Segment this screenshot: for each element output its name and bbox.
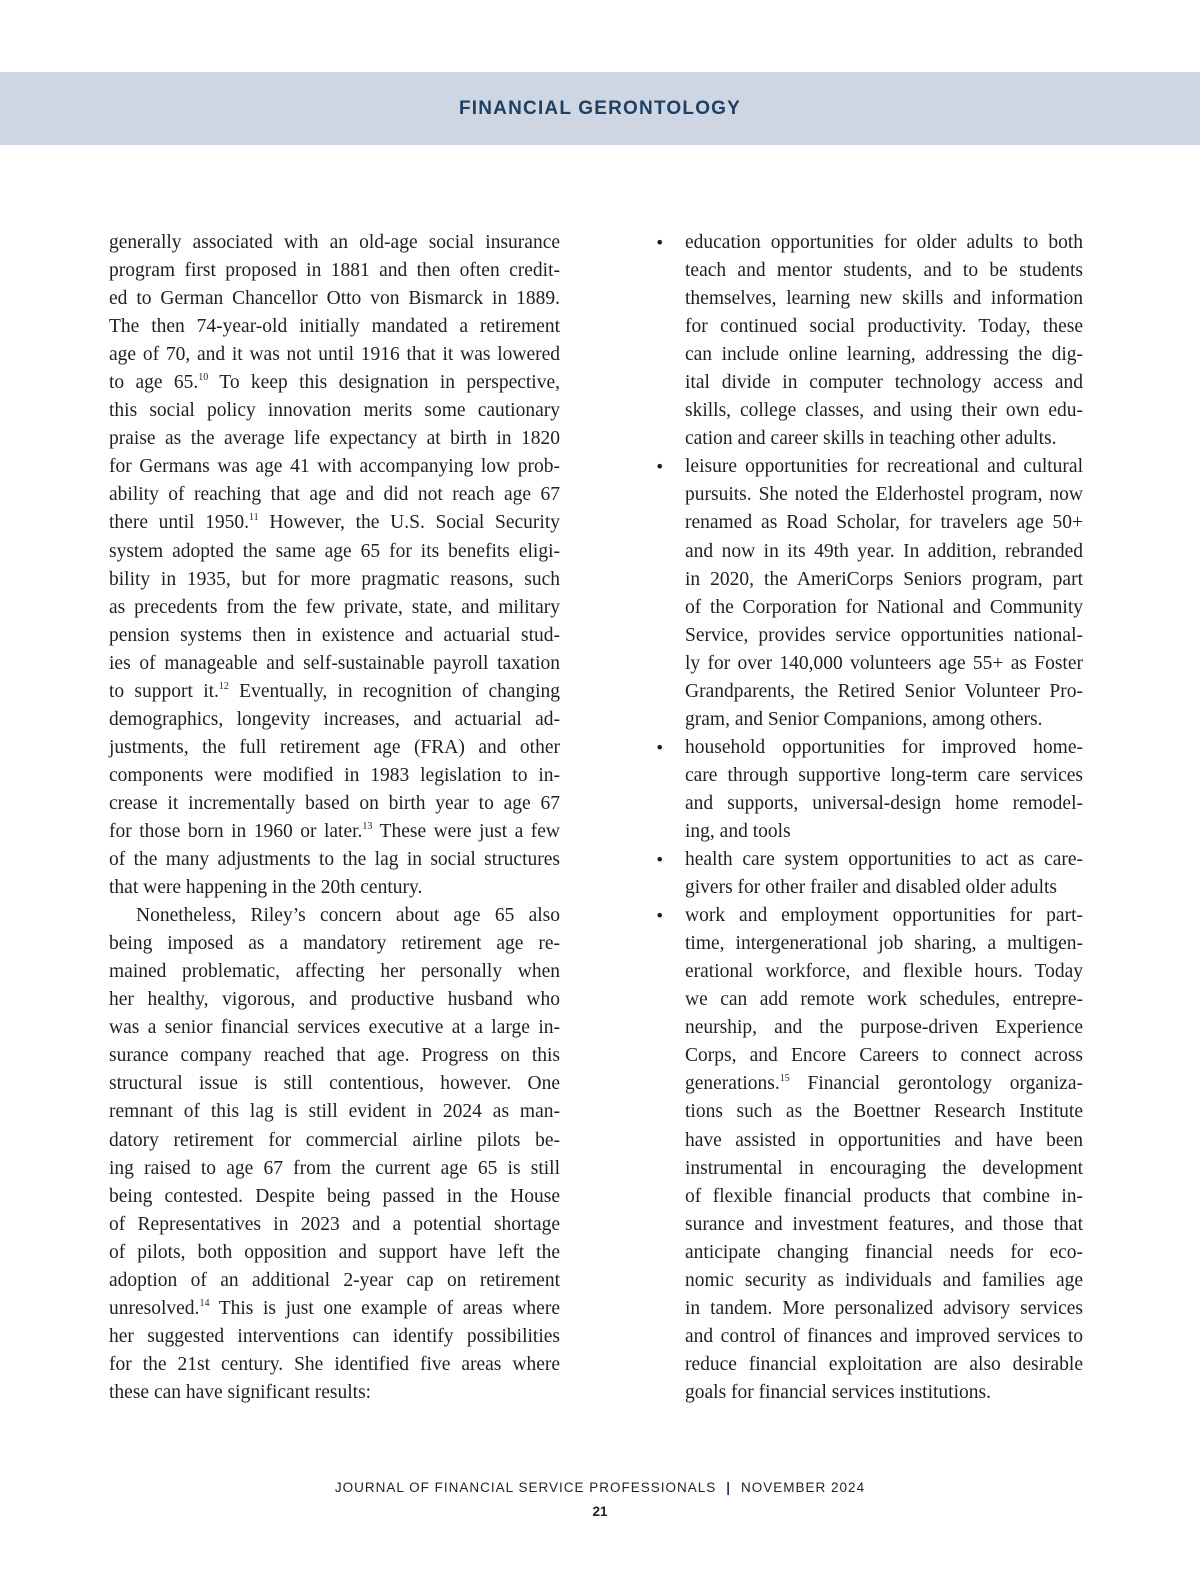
list-text-line: work and employment opportunities for part- bbox=[685, 905, 1083, 927]
page-number: 21 bbox=[592, 1504, 608, 1519]
body-text-line: this social policy innovation merits some cautionary bbox=[109, 400, 560, 422]
list-text-line: Service, provides service opportunities national- bbox=[685, 624, 1083, 646]
list-text-line: givers for other frailer and disabled older adults bbox=[685, 877, 1057, 899]
list-text-line: and now in its 49th year. In addition, rebranded bbox=[685, 540, 1083, 562]
list-text-line: Corps, and Encore Careers to connect across bbox=[685, 1045, 1083, 1067]
bullet-icon: • bbox=[655, 737, 665, 757]
body-text-line: ies of manageable and self-sustainable payroll taxation bbox=[109, 652, 560, 674]
body-text-line: ing raised to age 67 from the current age 65 is still bbox=[109, 1157, 560, 1179]
body-text-line: that were happening in the 20th century. bbox=[109, 877, 423, 899]
body-text-line: of pilots, both opposition and support have left the bbox=[109, 1241, 560, 1263]
line-segment: To keep this designation in perspective, bbox=[208, 372, 560, 394]
bullet-icon: • bbox=[655, 457, 665, 477]
line-segment: unresolved. bbox=[109, 1297, 200, 1319]
line-segment: to support it. bbox=[109, 680, 219, 702]
body-text-line: remnant of this lag is still evident in 2024 as man- bbox=[109, 1101, 560, 1123]
list-item bbox=[655, 902, 1083, 1407]
list-text-line: instrumental in encouraging the development bbox=[685, 1157, 1083, 1179]
list-text-line: ital divide in computer technology access and bbox=[685, 372, 1083, 394]
body-text-line: justments, the full retirement age (FRA) and other bbox=[109, 736, 560, 758]
list-text-line: have assisted in opportunities and have been bbox=[685, 1129, 1083, 1151]
line-segment: for those born in 1960 or later. bbox=[109, 820, 363, 842]
list-text-line: ly for over 140,000 volunteers age 55+ as Foster bbox=[685, 652, 1083, 674]
body-text-line: structural issue is still contentious, however. One bbox=[109, 1073, 560, 1095]
list-item bbox=[655, 453, 1083, 733]
list-text-line: for continued social productivity. Today, these bbox=[685, 316, 1083, 338]
list-text-line: care through supportive long-term care services bbox=[685, 764, 1083, 786]
list-text-line: anticipate changing financial needs for eco- bbox=[685, 1241, 1083, 1263]
body-text-line: of Representatives in 2023 and a potential shortage bbox=[109, 1213, 560, 1235]
body-text-line: Nonetheless, Riley’s concern about age 65 also bbox=[136, 905, 560, 927]
body-text-line: age of 70, and it was not until 1916 that it was lowered bbox=[109, 344, 560, 366]
body-text-line: these can have significant results: bbox=[109, 1381, 372, 1403]
list-text-line: can include online learning, addressing the dig- bbox=[685, 344, 1083, 366]
body-text-line: of the many adjustments to the lag in social structures bbox=[109, 849, 560, 871]
list-text-line: themselves, learning new skills and information bbox=[685, 288, 1083, 310]
body-text-line: surance company reached that age. Progress on this bbox=[109, 1045, 560, 1067]
footer bbox=[0, 1480, 1200, 1495]
list-item bbox=[655, 229, 1083, 453]
body-text-line bbox=[109, 1295, 560, 1323]
footer-separator: | bbox=[726, 1480, 732, 1495]
body-text-line: her healthy, vigorous, and productive husband who bbox=[109, 989, 560, 1011]
line-segment: These were just a few bbox=[372, 820, 561, 842]
body-text-line: being contested. Despite being passed in the House bbox=[109, 1185, 560, 1207]
line-segment: Financial gerontology organiza- bbox=[789, 1073, 1083, 1095]
bullet-icon: • bbox=[655, 906, 665, 926]
list-text-line: teach and mentor students, and to be students bbox=[685, 260, 1083, 282]
list-item bbox=[655, 846, 1083, 902]
right-column bbox=[655, 229, 1083, 1407]
footnote-ref: 11 bbox=[249, 512, 259, 524]
body-text-line: pension systems then in existence and actuarial stud- bbox=[109, 624, 560, 646]
body-text-line: demographics, longevity increases, and actuarial ad- bbox=[109, 708, 560, 730]
list-text-line: we can add remote work schedules, entrepre- bbox=[685, 989, 1083, 1011]
footnote-ref: 14 bbox=[199, 1297, 210, 1309]
list-item bbox=[655, 734, 1083, 846]
list-text-line: neurship, and the purpose-driven Experience bbox=[685, 1017, 1083, 1039]
body-text-line: crease it incrementally based on birth year to age 67 bbox=[109, 792, 560, 814]
list-text-line: gram, and Senior Companions, among others. bbox=[685, 708, 1043, 730]
bullet-icon: • bbox=[655, 850, 665, 870]
list-text-line bbox=[685, 1070, 1083, 1098]
list-text-line: skills, college classes, and using their own edu- bbox=[685, 400, 1083, 422]
list-text-line: and supports, universal-design home remodel- bbox=[685, 792, 1083, 814]
footnote-ref: 13 bbox=[362, 820, 373, 832]
list-text-line: of flexible financial products that combine in- bbox=[685, 1185, 1083, 1207]
body-text-line: generally associated with an old-age social insurance bbox=[109, 232, 560, 253]
list-text-line: renamed as Road Scholar, for travelers age 50+ bbox=[685, 512, 1083, 534]
list-text-line: household opportunities for improved home- bbox=[685, 736, 1083, 758]
list-text-line: surance and investment features, and those that bbox=[685, 1213, 1083, 1235]
list-text-line: and control of finances and improved services to bbox=[685, 1325, 1083, 1347]
bullet-icon: • bbox=[655, 233, 665, 252]
left-column bbox=[109, 229, 560, 1407]
body-text-line: components were modified in 1983 legislation to in- bbox=[109, 764, 560, 786]
body-text-line: adoption of an additional 2-year cap on retirement bbox=[109, 1269, 560, 1291]
line-segment: This is just one example of areas where bbox=[209, 1297, 560, 1319]
line-segment: there until 1950. bbox=[109, 512, 250, 534]
footnote-ref: 12 bbox=[218, 680, 229, 692]
list-text-line: of the Corporation for National and Community bbox=[685, 596, 1083, 618]
list-text-line: nomic security as individuals and families age bbox=[685, 1269, 1083, 1291]
body-text-line: for Germans was age 41 with accompanying low prob- bbox=[109, 456, 560, 478]
body-text-line bbox=[109, 818, 560, 846]
list-text-line: pursuits. She noted the Elderhostel program, now bbox=[685, 484, 1083, 506]
body-text-line: bility in 1935, but for more pragmatic reasons, such bbox=[109, 568, 560, 590]
list-text-line: in tandem. More personalized advisory services bbox=[685, 1297, 1083, 1319]
list-text-line: education opportunities for older adults to both bbox=[685, 232, 1083, 253]
body-text-line: datory retirement for commercial airline pilots be- bbox=[109, 1129, 560, 1151]
body-text-line: was a senior financial services executive at a large in- bbox=[109, 1017, 560, 1039]
body-text-line bbox=[109, 509, 560, 537]
list-text-line: Grandparents, the Retired Senior Volunteer Pro- bbox=[685, 680, 1083, 702]
list-text-line: cation and career skills in teaching other adults. bbox=[685, 428, 1057, 450]
list-text-line: health care system opportunities to act as care- bbox=[685, 849, 1083, 871]
section-title: FINANCIAL GERONTOLOGY bbox=[458, 98, 742, 119]
issue-date: NOVEMBER 2024 bbox=[741, 1480, 866, 1495]
list-text-line: tions such as the Boettner Research Institute bbox=[685, 1101, 1083, 1123]
body-text-line: praise as the average life expectancy at birth in 1820 bbox=[109, 428, 560, 450]
body-text-line: mained problematic, affecting her personally when bbox=[109, 961, 560, 983]
body-text-line: ability of reaching that age and did not reach age 67 bbox=[109, 484, 560, 506]
journal-name: JOURNAL OF FINANCIAL SERVICE PROFESSIONALS bbox=[334, 1480, 717, 1495]
body-text-line: being imposed as a mandatory retirement age re- bbox=[109, 933, 560, 955]
line-segment: Eventually, in recognition of changing bbox=[228, 680, 560, 702]
list-text-line: time, intergenerational job sharing, a multigen- bbox=[685, 933, 1083, 955]
body-text-line: for the 21st century. She identified five areas where bbox=[109, 1353, 560, 1375]
list-text-line: ing, and tools bbox=[685, 820, 791, 842]
body-text-line: program first proposed in 1881 and then often credit- bbox=[109, 260, 560, 282]
list-text-line: in 2020, the AmeriCorps Seniors program, part bbox=[685, 568, 1083, 590]
list-text-line: leisure opportunities for recreational and cultural bbox=[685, 456, 1083, 478]
body-text-line: her suggested interventions can identify possibilities bbox=[109, 1325, 560, 1347]
body-text-line bbox=[109, 369, 560, 397]
footnote-ref: 15 bbox=[779, 1073, 790, 1085]
list-text-line: erational workforce, and flexible hours. Today bbox=[685, 961, 1083, 983]
list-text-line: reduce financial exploitation are also desirable bbox=[685, 1353, 1083, 1375]
line-segment: to age 65. bbox=[109, 372, 199, 394]
body-text-line: The then 74-year-old initially mandated a retirement bbox=[109, 316, 560, 338]
body-text-line: system adopted the same age 65 for its benefits eligi- bbox=[109, 540, 560, 562]
body-text-line bbox=[109, 678, 560, 706]
footnote-ref: 10 bbox=[198, 372, 209, 384]
list-text-line: goals for financial services institutions. bbox=[685, 1381, 991, 1403]
line-segment: generations. bbox=[685, 1073, 780, 1095]
body-text-line: as precedents from the few private, state, and military bbox=[109, 596, 560, 618]
line-segment: However, the U.S. Social Security bbox=[258, 512, 560, 534]
body-text-line: ed to German Chancellor Otto von Bismarck in 1889. bbox=[109, 288, 560, 310]
